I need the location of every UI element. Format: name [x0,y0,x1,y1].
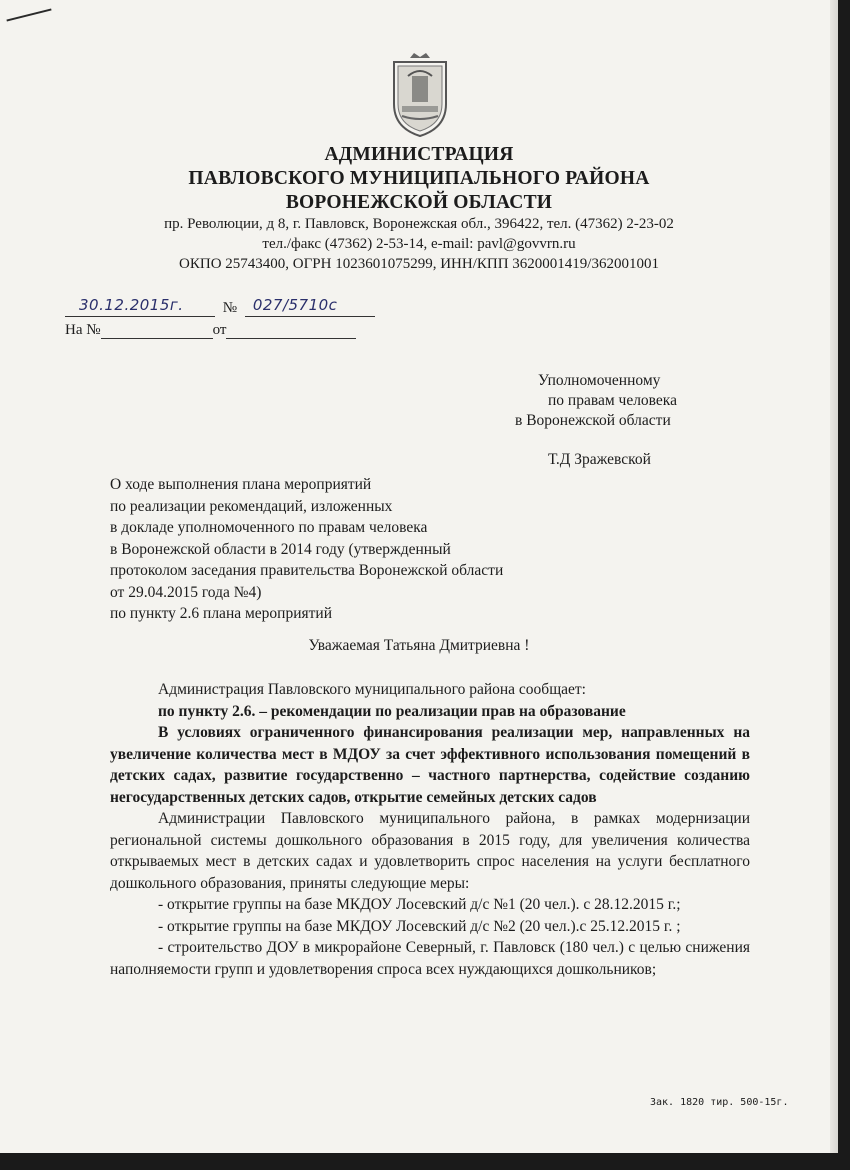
subject-line: в докладе уполномоченного по правам человека [110,519,428,536]
number-label: № [222,300,238,316]
reply-number-blank [101,322,213,339]
subject-line: в Воронежской области в 2014 году (утвержденный [110,540,451,558]
bold-paragraph: В условиях ограниченного финансирования реализации мер, направленных на увеличение количества мест в МДОУ за счет эффективного использования помещений в детских садах, развитие государственно – частного партнерства, содействие созданию негосударственных детских садов, открытие семейных детских садов [110,724,750,806]
addressee-line1: Уполномоченному [538,372,661,389]
subject-line: по реализации рекомендаций, изложенных [110,497,393,515]
outgoing-registration [65,296,385,317]
subject-line: по пункту 2.6 плана мероприятий [110,605,333,622]
subject-line: протоколом заседания правительства Воронежской области [110,562,504,579]
point-heading: по пункту 2.6. – рекомендации по реализации прав на образование [158,702,626,720]
address-line1: пр. Революции, д 8, г. Павловск, Воронежская обл., 396422, тел. (47362) 2-23-02 [164,216,674,232]
org-name-line2: ПАВЛОВСКОГО МУНИЦИПАЛЬНОГО РАЙОНА [188,168,650,189]
greeting: Уважаемая Татьяна Дмитриевна ! [308,637,530,654]
scan-mark [6,8,51,21]
address-line2: тел./факс (47362) 2-53-14, e-mail: pavl@govvrn.ru [262,236,576,252]
subject-line: от 29.04.2015 года №4) [110,583,262,601]
intro-paragraph: Администрация Павловского муниципального района сообщает: [158,681,586,698]
subject-block [110,474,630,625]
coat-of-arms-emblem [388,52,452,138]
measure-item-2: - открытие группы на базе МКДОУ Лосевский д/с №2 (20 чел.).с 25.12.2015 г. ; [158,917,681,935]
outgoing-date: 30.12.2015г. [79,296,184,314]
reply-label: На № [65,322,101,338]
reply-date-blank [226,322,356,339]
addressee-line2: по правам человека [548,392,677,409]
reply-reference [65,322,356,339]
measure-item-1: - открытие группы на базе МКДОУ Лосевский д/с №1 (20 чел.). с 28.12.2015 г.; [158,896,681,913]
addressee-line3: в Воронежской области [515,412,671,429]
outgoing-date-field [65,296,215,317]
letter-body [110,679,750,980]
subject-line: О ходе выполнения плана мероприятий [110,476,372,493]
measure-item-3: - строительство ДОУ в микрорайоне Северный, г. Павловск (180 чел.) с целью снижения наполняемости групп и удовлетворения спроса всех нуждающихся дошкольников; [110,939,750,978]
outgoing-number: 027/5710с [252,296,338,314]
address-line3: ОКПО 25743400, ОГРН 1023601075299, ИНН/КПП 3620001419/362001001 [179,256,659,272]
org-name-line1: АДМИНИСТРАЦИЯ [324,144,514,165]
org-name-line3: ВОРОНЕЖСКОЙ ОБЛАСТИ [285,192,553,213]
measures-paragraph: Администрации Павловского муниципального района, в рамках модернизации региональной системы дошкольного образования в 2015 году, для увеличения количества открываемых мест в детских садах и удовлетворить спрос населения на услуги бесплатного дошкольного образования, приняты следующие меры: [110,810,750,892]
print-run-note: Зак. 1820 тир. 500-15г. [650,1097,789,1108]
from-label: от [212,322,227,338]
addressee-name: Т.Д Зражевской [548,451,651,468]
outgoing-number-field [245,296,375,317]
